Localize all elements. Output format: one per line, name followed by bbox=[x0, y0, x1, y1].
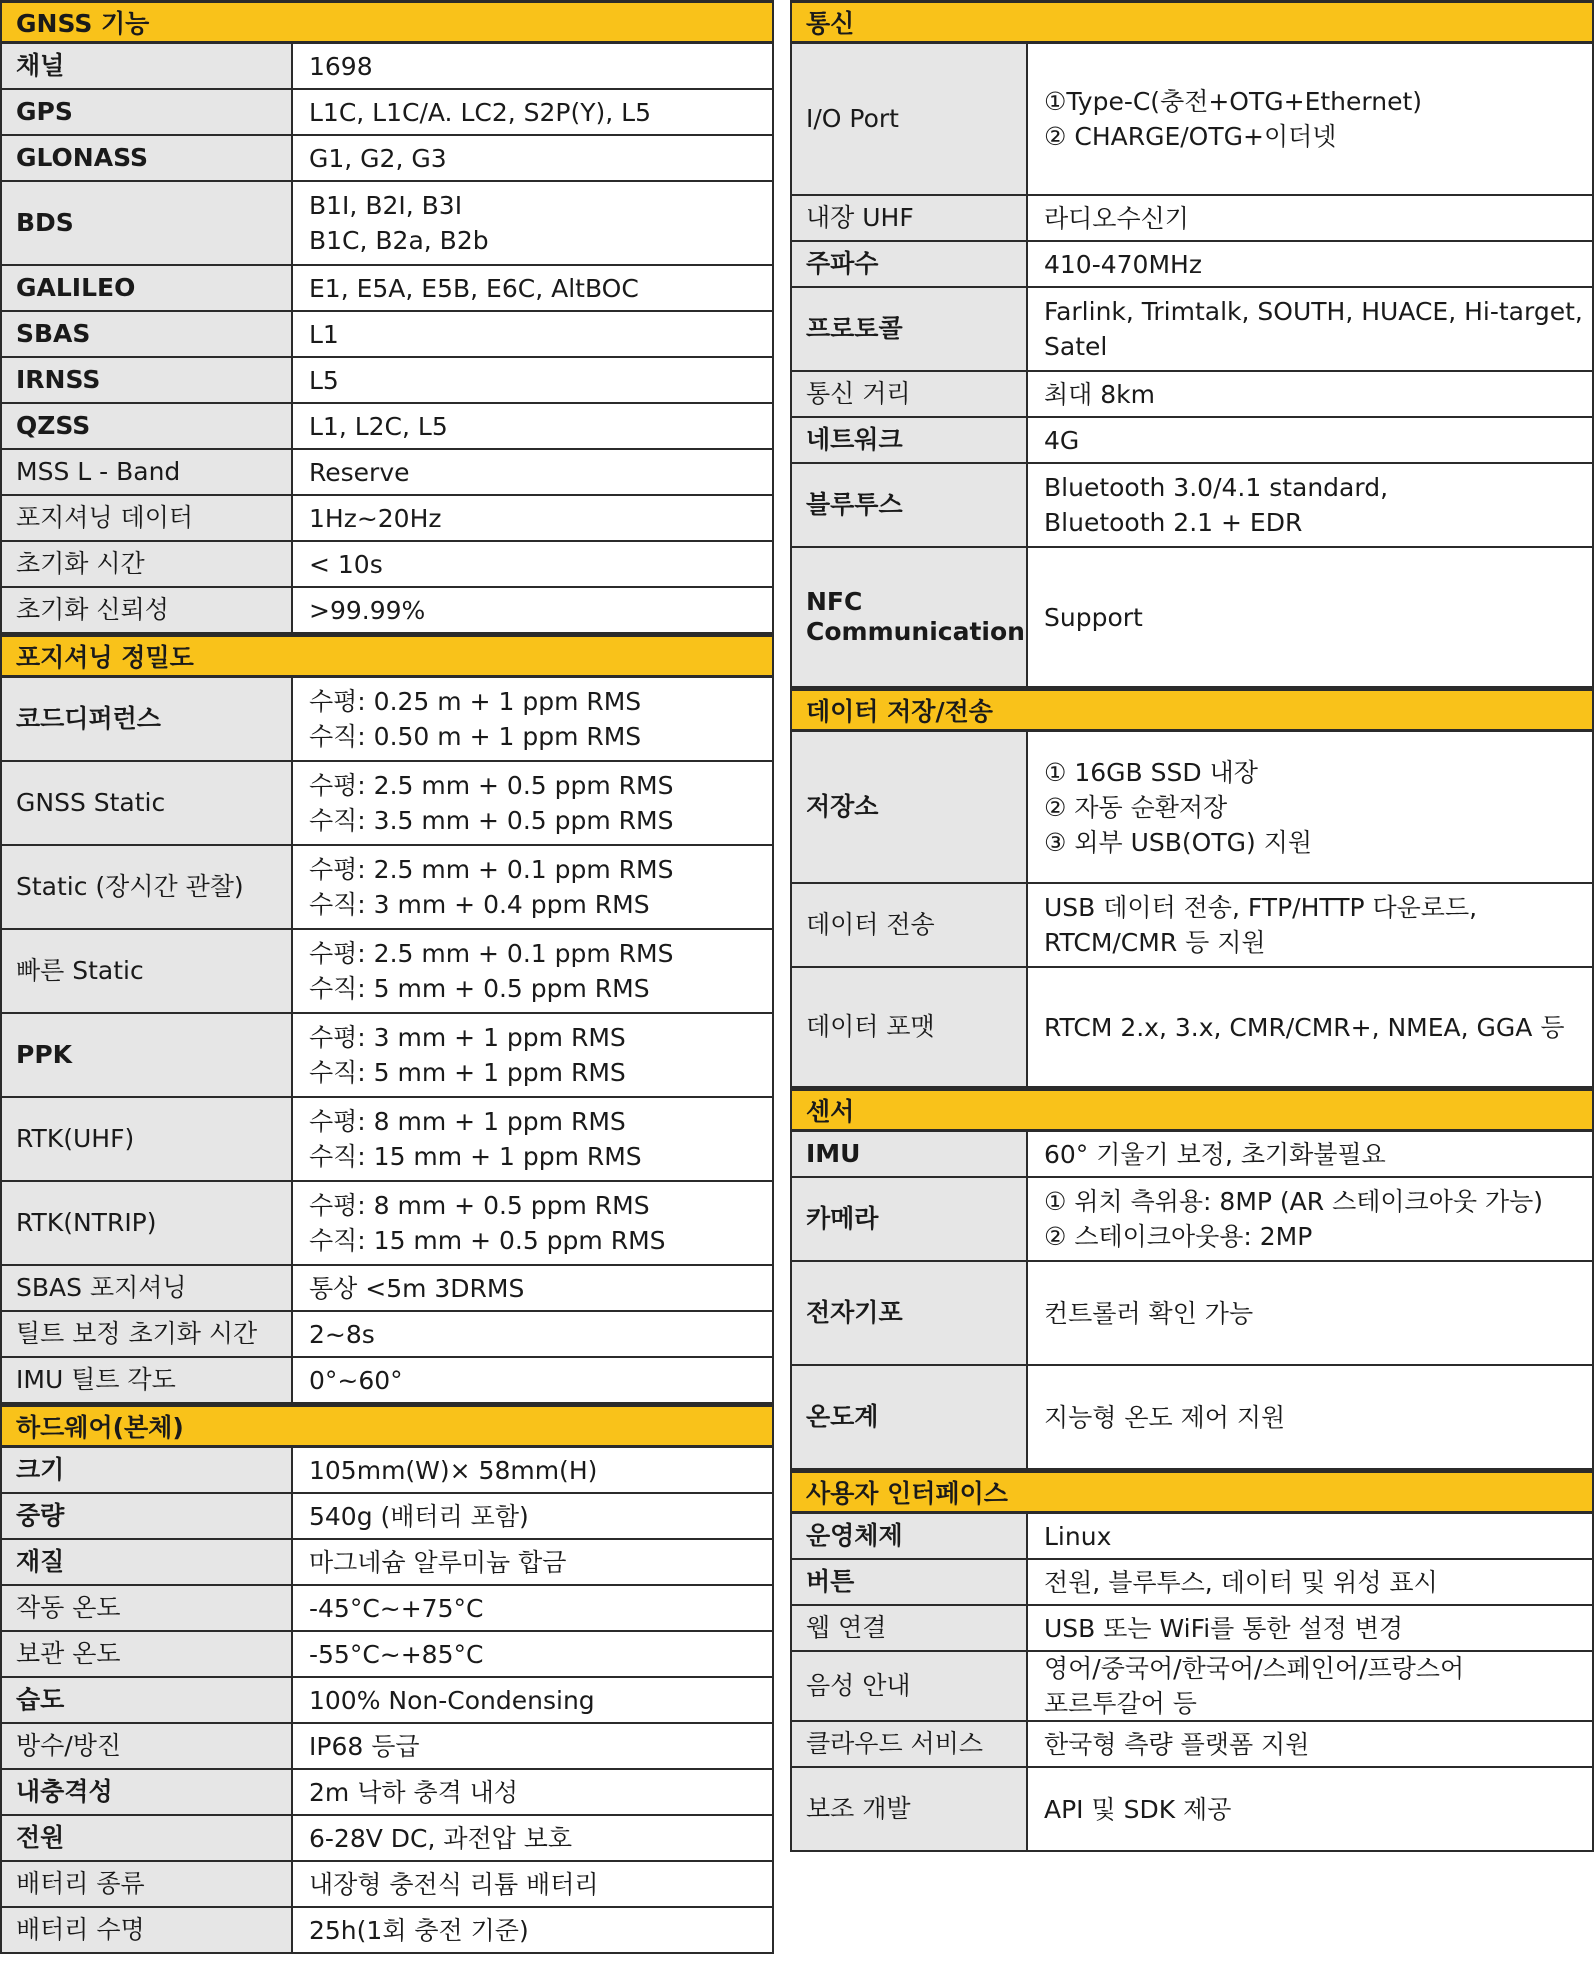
spec-value bbox=[293, 44, 772, 88]
spec-value-line: 라디오수신기 bbox=[1044, 203, 1189, 233]
spec-row bbox=[2, 588, 772, 634]
spec-label: 습도 bbox=[2, 1678, 293, 1722]
spec-value bbox=[293, 1014, 772, 1096]
spec-value bbox=[293, 762, 772, 844]
spec-label: PPK bbox=[2, 1014, 293, 1096]
spec-row bbox=[2, 1770, 772, 1816]
spec-value bbox=[1028, 44, 1592, 194]
spec-value-line: 포르투갈어 등 bbox=[1044, 1689, 1197, 1718]
spec-label: GNSS Static bbox=[2, 762, 293, 844]
spec-section bbox=[792, 0, 1592, 688]
spec-value bbox=[293, 1908, 772, 1952]
spec-label: 클라우드 서비스 bbox=[792, 1722, 1028, 1766]
spec-value-line: 수직: 0.50 m + 1 ppm RMS bbox=[309, 722, 642, 751]
spec-value bbox=[1028, 732, 1592, 882]
spec-value-line: ② 자동 순환저장 bbox=[1044, 792, 1228, 822]
spec-label: 주파수 bbox=[792, 242, 1028, 286]
spec-value-line: 수평: 0.25 m + 1 ppm RMS bbox=[309, 687, 642, 716]
spec-value bbox=[293, 312, 772, 356]
spec-value bbox=[1028, 884, 1592, 966]
spec-value bbox=[293, 404, 772, 448]
spec-row bbox=[2, 496, 772, 542]
spec-row bbox=[792, 1560, 1592, 1606]
spec-label: 코드디퍼런스 bbox=[2, 678, 293, 760]
spec-row bbox=[792, 1366, 1592, 1470]
spec-row bbox=[2, 1358, 772, 1404]
spec-label: GLONASS bbox=[2, 136, 293, 180]
spec-value bbox=[1028, 1652, 1592, 1720]
spec-label: 크기 bbox=[2, 1448, 293, 1492]
spec-label: 중량 bbox=[2, 1494, 293, 1538]
spec-label: 빠른 Static bbox=[2, 930, 293, 1012]
spec-value-line: 수직: 3.5 mm + 0.5 ppm RMS bbox=[309, 806, 674, 835]
spec-value bbox=[1028, 288, 1592, 370]
spec-value-line: G1, G2, G3 bbox=[309, 143, 447, 173]
spec-value bbox=[1028, 242, 1592, 286]
spec-value bbox=[293, 1358, 772, 1402]
spec-label: IRNSS bbox=[2, 358, 293, 402]
spec-label: NFC Communication bbox=[792, 548, 1028, 686]
spec-value-line: 105mm(W)× 58mm(H) bbox=[309, 1455, 598, 1485]
spec-value-line: 2m 낙하 충격 내성 bbox=[309, 1777, 518, 1807]
spec-value-line: USB 데이터 전송, FTP/HTTP 다운로드, bbox=[1044, 893, 1478, 922]
spec-value-line: B1C, B2a, B2b bbox=[309, 226, 489, 255]
spec-section bbox=[2, 1404, 772, 1954]
spec-value-line: RTCM 2.x, 3.x, CMR/CMR+, NMEA, GGA 등 bbox=[1044, 1012, 1565, 1042]
spec-row bbox=[792, 1606, 1592, 1652]
spec-row bbox=[2, 1632, 772, 1678]
spec-value bbox=[293, 1724, 772, 1768]
spec-row bbox=[2, 1266, 772, 1312]
spec-row bbox=[2, 1908, 772, 1954]
section-header: 센서 bbox=[792, 1088, 1592, 1132]
spec-value-line: 4G bbox=[1044, 425, 1080, 455]
spec-value bbox=[1028, 1132, 1592, 1176]
spec-row bbox=[2, 266, 772, 312]
spec-row bbox=[2, 90, 772, 136]
spec-label: 방수/방진 bbox=[2, 1724, 293, 1768]
spec-row bbox=[2, 1540, 772, 1586]
spec-value-line: Support bbox=[1044, 602, 1143, 632]
spec-row bbox=[792, 1722, 1592, 1768]
spec-value bbox=[1028, 1722, 1592, 1766]
spec-value-line: ①Type-C(충전+OTG+Ethernet) bbox=[1044, 87, 1423, 116]
spec-value-line: 내장형 충전식 리튬 배터리 bbox=[309, 1869, 599, 1899]
spec-label: 프로토콜 bbox=[792, 288, 1028, 370]
spec-value-line: L1 bbox=[309, 319, 339, 349]
spec-value bbox=[293, 930, 772, 1012]
section-header: 사용자 인터페이스 bbox=[792, 1470, 1592, 1514]
spec-row bbox=[792, 288, 1592, 372]
spec-value bbox=[293, 1098, 772, 1180]
spec-row bbox=[792, 1768, 1592, 1852]
spec-label: 틸트 보정 초기화 시간 bbox=[2, 1312, 293, 1356]
spec-value bbox=[293, 182, 772, 264]
spec-section bbox=[792, 1088, 1592, 1470]
spec-value bbox=[293, 1770, 772, 1814]
spec-value-line: 2~8s bbox=[309, 1319, 375, 1349]
spec-value-line: 전원, 블루투스, 데이터 및 위성 표시 bbox=[1044, 1567, 1438, 1597]
spec-label: 네트워크 bbox=[792, 418, 1028, 462]
spec-value-line: 컨트롤러 확인 가능 bbox=[1044, 1298, 1254, 1328]
spec-value bbox=[1028, 1262, 1592, 1364]
spec-row bbox=[2, 542, 772, 588]
spec-value bbox=[293, 136, 772, 180]
spec-section bbox=[2, 0, 772, 634]
spec-label: 웹 연결 bbox=[792, 1606, 1028, 1650]
spec-value bbox=[293, 588, 772, 632]
spec-value bbox=[293, 1494, 772, 1538]
spec-value-line: 한국형 측량 플랫폼 지원 bbox=[1044, 1729, 1310, 1759]
spec-value-line: USB 또는 WiFi를 통한 설정 변경 bbox=[1044, 1613, 1404, 1643]
spec-value-line: 수직: 5 mm + 0.5 ppm RMS bbox=[309, 974, 650, 1003]
spec-row bbox=[792, 372, 1592, 418]
spec-label: 초기화 신뢰성 bbox=[2, 588, 293, 632]
spec-row bbox=[792, 464, 1592, 548]
spec-value bbox=[1028, 1560, 1592, 1604]
spec-value-line: 수직: 3 mm + 0.4 ppm RMS bbox=[309, 890, 650, 919]
spec-label: IMU bbox=[792, 1132, 1028, 1176]
spec-value-line: ③ 외부 USB(OTG) 지원 bbox=[1044, 827, 1312, 857]
spec-row bbox=[2, 1494, 772, 1540]
spec-label: SBAS bbox=[2, 312, 293, 356]
spec-value-line: 410-470MHz bbox=[1044, 249, 1202, 279]
spec-row bbox=[2, 1312, 772, 1358]
spec-row bbox=[2, 182, 772, 266]
spec-row bbox=[2, 1678, 772, 1724]
spec-value-line: >99.99% bbox=[309, 595, 426, 625]
spec-value bbox=[1028, 372, 1592, 416]
spec-value-line: 영어/중국어/한국어/스페인어/프랑스어 bbox=[1044, 1654, 1465, 1683]
spec-label: 배터리 수명 bbox=[2, 1908, 293, 1952]
spec-row bbox=[2, 1448, 772, 1494]
spec-value-line: Farlink, Trimtalk, SOUTH, HUACE, Hi-target, bbox=[1044, 297, 1583, 326]
spec-value bbox=[1028, 418, 1592, 462]
spec-label: 포지셔닝 데이터 bbox=[2, 496, 293, 540]
spec-label: 데이터 전송 bbox=[792, 884, 1028, 966]
spec-label: GALILEO bbox=[2, 266, 293, 310]
spec-row bbox=[792, 884, 1592, 968]
section-header: 데이터 저장/전송 bbox=[792, 688, 1592, 732]
spec-value bbox=[1028, 1514, 1592, 1558]
spec-section bbox=[792, 1470, 1592, 1852]
spec-value-line: -45°C~+75°C bbox=[309, 1593, 484, 1623]
spec-value-line: L1C, L1C/A. LC2, S2P(Y), L5 bbox=[309, 97, 651, 127]
spec-value-line: Bluetooth 3.0/4.1 standard, bbox=[1044, 473, 1389, 502]
spec-label: SBAS 포지셔닝 bbox=[2, 1266, 293, 1310]
spec-section bbox=[2, 634, 772, 1404]
spec-value-line: 60° 기울기 보정, 초기화불필요 bbox=[1044, 1139, 1386, 1169]
spec-value-line: 수직: 15 mm + 0.5 ppm RMS bbox=[309, 1226, 666, 1255]
spec-row bbox=[2, 1014, 772, 1098]
spec-label: 초기화 시간 bbox=[2, 542, 293, 586]
section-header: 통신 bbox=[792, 0, 1592, 44]
spec-row bbox=[792, 968, 1592, 1088]
spec-value bbox=[293, 450, 772, 494]
spec-value bbox=[293, 542, 772, 586]
spec-value bbox=[293, 1816, 772, 1860]
spec-value-line: 0°~60° bbox=[309, 1365, 403, 1395]
spec-value-line: ② 스테이크아웃용: 2MP bbox=[1044, 1222, 1313, 1251]
spec-row bbox=[2, 678, 772, 762]
section-header: GNSS 기능 bbox=[2, 0, 772, 44]
spec-value-line: ② CHARGE/OTG+이더넷 bbox=[1044, 122, 1337, 151]
spec-value-line: 수직: 5 mm + 1 ppm RMS bbox=[309, 1058, 626, 1087]
spec-value-line: < 10s bbox=[309, 549, 383, 579]
spec-value bbox=[1028, 1178, 1592, 1260]
spec-value-line: 수평: 2.5 mm + 0.5 ppm RMS bbox=[309, 771, 674, 800]
spec-label: GPS bbox=[2, 90, 293, 134]
spec-value-line: Reserve bbox=[309, 457, 410, 487]
spec-label: I/O Port bbox=[792, 44, 1028, 194]
spec-label: MSS L - Band bbox=[2, 450, 293, 494]
spec-row bbox=[792, 196, 1592, 242]
spec-value-line: 100% Non-Condensing bbox=[309, 1685, 595, 1715]
spec-row bbox=[2, 136, 772, 182]
spec-label: 보조 개발 bbox=[792, 1768, 1028, 1850]
spec-value-line: 수평: 3 mm + 1 ppm RMS bbox=[309, 1023, 626, 1052]
spec-label: Static (장시간 관찰) bbox=[2, 846, 293, 928]
spec-value bbox=[293, 846, 772, 928]
spec-row bbox=[792, 1652, 1592, 1722]
spec-label: 보관 온도 bbox=[2, 1632, 293, 1676]
spec-value bbox=[1028, 1366, 1592, 1468]
spec-row bbox=[792, 1178, 1592, 1262]
section-header: 하드웨어(본체) bbox=[2, 1404, 772, 1448]
spec-row bbox=[792, 1514, 1592, 1560]
left-spec-column bbox=[0, 0, 774, 1954]
spec-value-line: ① 위치 측위용: 8MP (AR 스테이크아웃 가능) bbox=[1044, 1187, 1543, 1216]
spec-row bbox=[2, 1862, 772, 1908]
spec-value bbox=[1028, 1606, 1592, 1650]
spec-value bbox=[293, 1586, 772, 1630]
spec-row bbox=[2, 1098, 772, 1182]
spec-label: 온도계 bbox=[792, 1366, 1028, 1468]
spec-label: 채널 bbox=[2, 44, 293, 88]
spec-row bbox=[792, 242, 1592, 288]
spec-label: 음성 안내 bbox=[792, 1652, 1028, 1720]
spec-value bbox=[293, 496, 772, 540]
spec-label: BDS bbox=[2, 182, 293, 264]
spec-value-line: ① 16GB SSD 내장 bbox=[1044, 757, 1258, 787]
spec-value bbox=[293, 1540, 772, 1584]
spec-value-line: B1I, B2I, B3I bbox=[309, 191, 463, 220]
spec-row bbox=[2, 44, 772, 90]
spec-label: 재질 bbox=[2, 1540, 293, 1584]
spec-row bbox=[792, 1262, 1592, 1366]
spec-value-line: 수평: 8 mm + 0.5 ppm RMS bbox=[309, 1191, 650, 1220]
spec-label: 저장소 bbox=[792, 732, 1028, 882]
spec-row bbox=[2, 930, 772, 1014]
spec-value-line: RTCM/CMR 등 지원 bbox=[1044, 928, 1266, 957]
spec-label: 버튼 bbox=[792, 1560, 1028, 1604]
spec-row bbox=[2, 312, 772, 358]
spec-value bbox=[1028, 464, 1592, 546]
spec-row bbox=[792, 1132, 1592, 1178]
spec-value bbox=[1028, 968, 1592, 1086]
spec-value bbox=[293, 1182, 772, 1264]
spec-value bbox=[293, 1862, 772, 1906]
spec-label: 전원 bbox=[2, 1816, 293, 1860]
spec-label: 블루투스 bbox=[792, 464, 1028, 546]
spec-value-line: API 및 SDK 제공 bbox=[1044, 1794, 1232, 1824]
spec-row bbox=[2, 1182, 772, 1266]
spec-label: 통신 거리 bbox=[792, 372, 1028, 416]
spec-label: QZSS bbox=[2, 404, 293, 448]
spec-label: 전자기포 bbox=[792, 1262, 1028, 1364]
spec-value bbox=[1028, 548, 1592, 686]
spec-value-line: 수평: 2.5 mm + 0.1 ppm RMS bbox=[309, 855, 674, 884]
spec-value-line: 540g (배터리 포함) bbox=[309, 1501, 529, 1531]
spec-label: 작동 온도 bbox=[2, 1586, 293, 1630]
spec-row bbox=[2, 1586, 772, 1632]
spec-value bbox=[1028, 1768, 1592, 1850]
spec-row bbox=[2, 762, 772, 846]
spec-value-line: 통상 <5m 3DRMS bbox=[309, 1273, 525, 1303]
spec-value-line: 수직: 15 mm + 1 ppm RMS bbox=[309, 1142, 642, 1171]
spec-value-line: Bluetooth 2.1 + EDR bbox=[1044, 508, 1303, 537]
spec-value-line: 최대 8km bbox=[1044, 379, 1155, 409]
spec-row bbox=[2, 404, 772, 450]
spec-label: RTK(UHF) bbox=[2, 1098, 293, 1180]
spec-value bbox=[293, 678, 772, 760]
spec-row bbox=[792, 548, 1592, 688]
spec-value-line: L5 bbox=[309, 365, 339, 395]
spec-value-line: L1, L2C, L5 bbox=[309, 411, 448, 441]
spec-value bbox=[293, 1678, 772, 1722]
spec-row bbox=[792, 44, 1592, 196]
spec-value bbox=[293, 358, 772, 402]
spec-value bbox=[1028, 196, 1592, 240]
spec-row bbox=[792, 418, 1592, 464]
spec-label: 내충격성 bbox=[2, 1770, 293, 1814]
spec-value-line: Linux bbox=[1044, 1521, 1112, 1551]
section-header: 포지셔닝 정밀도 bbox=[2, 634, 772, 678]
spec-value bbox=[293, 1312, 772, 1356]
spec-value-line: 지능형 온도 제어 지원 bbox=[1044, 1402, 1286, 1432]
spec-value-line: 1Hz~20Hz bbox=[309, 503, 442, 533]
spec-value-line: 25h(1회 충전 기준) bbox=[309, 1915, 529, 1945]
spec-value-line: Satel bbox=[1044, 332, 1108, 361]
spec-value bbox=[293, 1266, 772, 1310]
spec-label: 데이터 포맷 bbox=[792, 968, 1028, 1086]
spec-label: 카메라 bbox=[792, 1178, 1028, 1260]
spec-label: 배터리 종류 bbox=[2, 1862, 293, 1906]
spec-value bbox=[293, 90, 772, 134]
spec-value-line: IP68 등급 bbox=[309, 1731, 420, 1761]
spec-value-line: 6-28V DC, 과전압 보호 bbox=[309, 1823, 573, 1853]
spec-value bbox=[293, 266, 772, 310]
spec-row bbox=[2, 450, 772, 496]
spec-row bbox=[792, 732, 1592, 884]
spec-value-line: -55°C~+85°C bbox=[309, 1639, 484, 1669]
spec-label: 운영체제 bbox=[792, 1514, 1028, 1558]
spec-row bbox=[2, 358, 772, 404]
spec-section bbox=[792, 688, 1592, 1088]
spec-row bbox=[2, 846, 772, 930]
spec-value-line: 1698 bbox=[309, 51, 373, 81]
spec-label: IMU 틸트 각도 bbox=[2, 1358, 293, 1402]
spec-value-line: 수평: 2.5 mm + 0.1 ppm RMS bbox=[309, 939, 674, 968]
spec-value bbox=[293, 1448, 772, 1492]
spec-value bbox=[293, 1632, 772, 1676]
right-spec-column bbox=[790, 0, 1594, 1852]
spec-row bbox=[2, 1724, 772, 1770]
spec-value-line: E1, E5A, E5B, E6C, AltBOC bbox=[309, 273, 639, 303]
spec-value-line: 마그네슘 알루미늄 합금 bbox=[309, 1547, 567, 1577]
spec-value-line: 수평: 8 mm + 1 ppm RMS bbox=[309, 1107, 626, 1136]
spec-label: 내장 UHF bbox=[792, 196, 1028, 240]
spec-row bbox=[2, 1816, 772, 1862]
spec-label: RTK(NTRIP) bbox=[2, 1182, 293, 1264]
